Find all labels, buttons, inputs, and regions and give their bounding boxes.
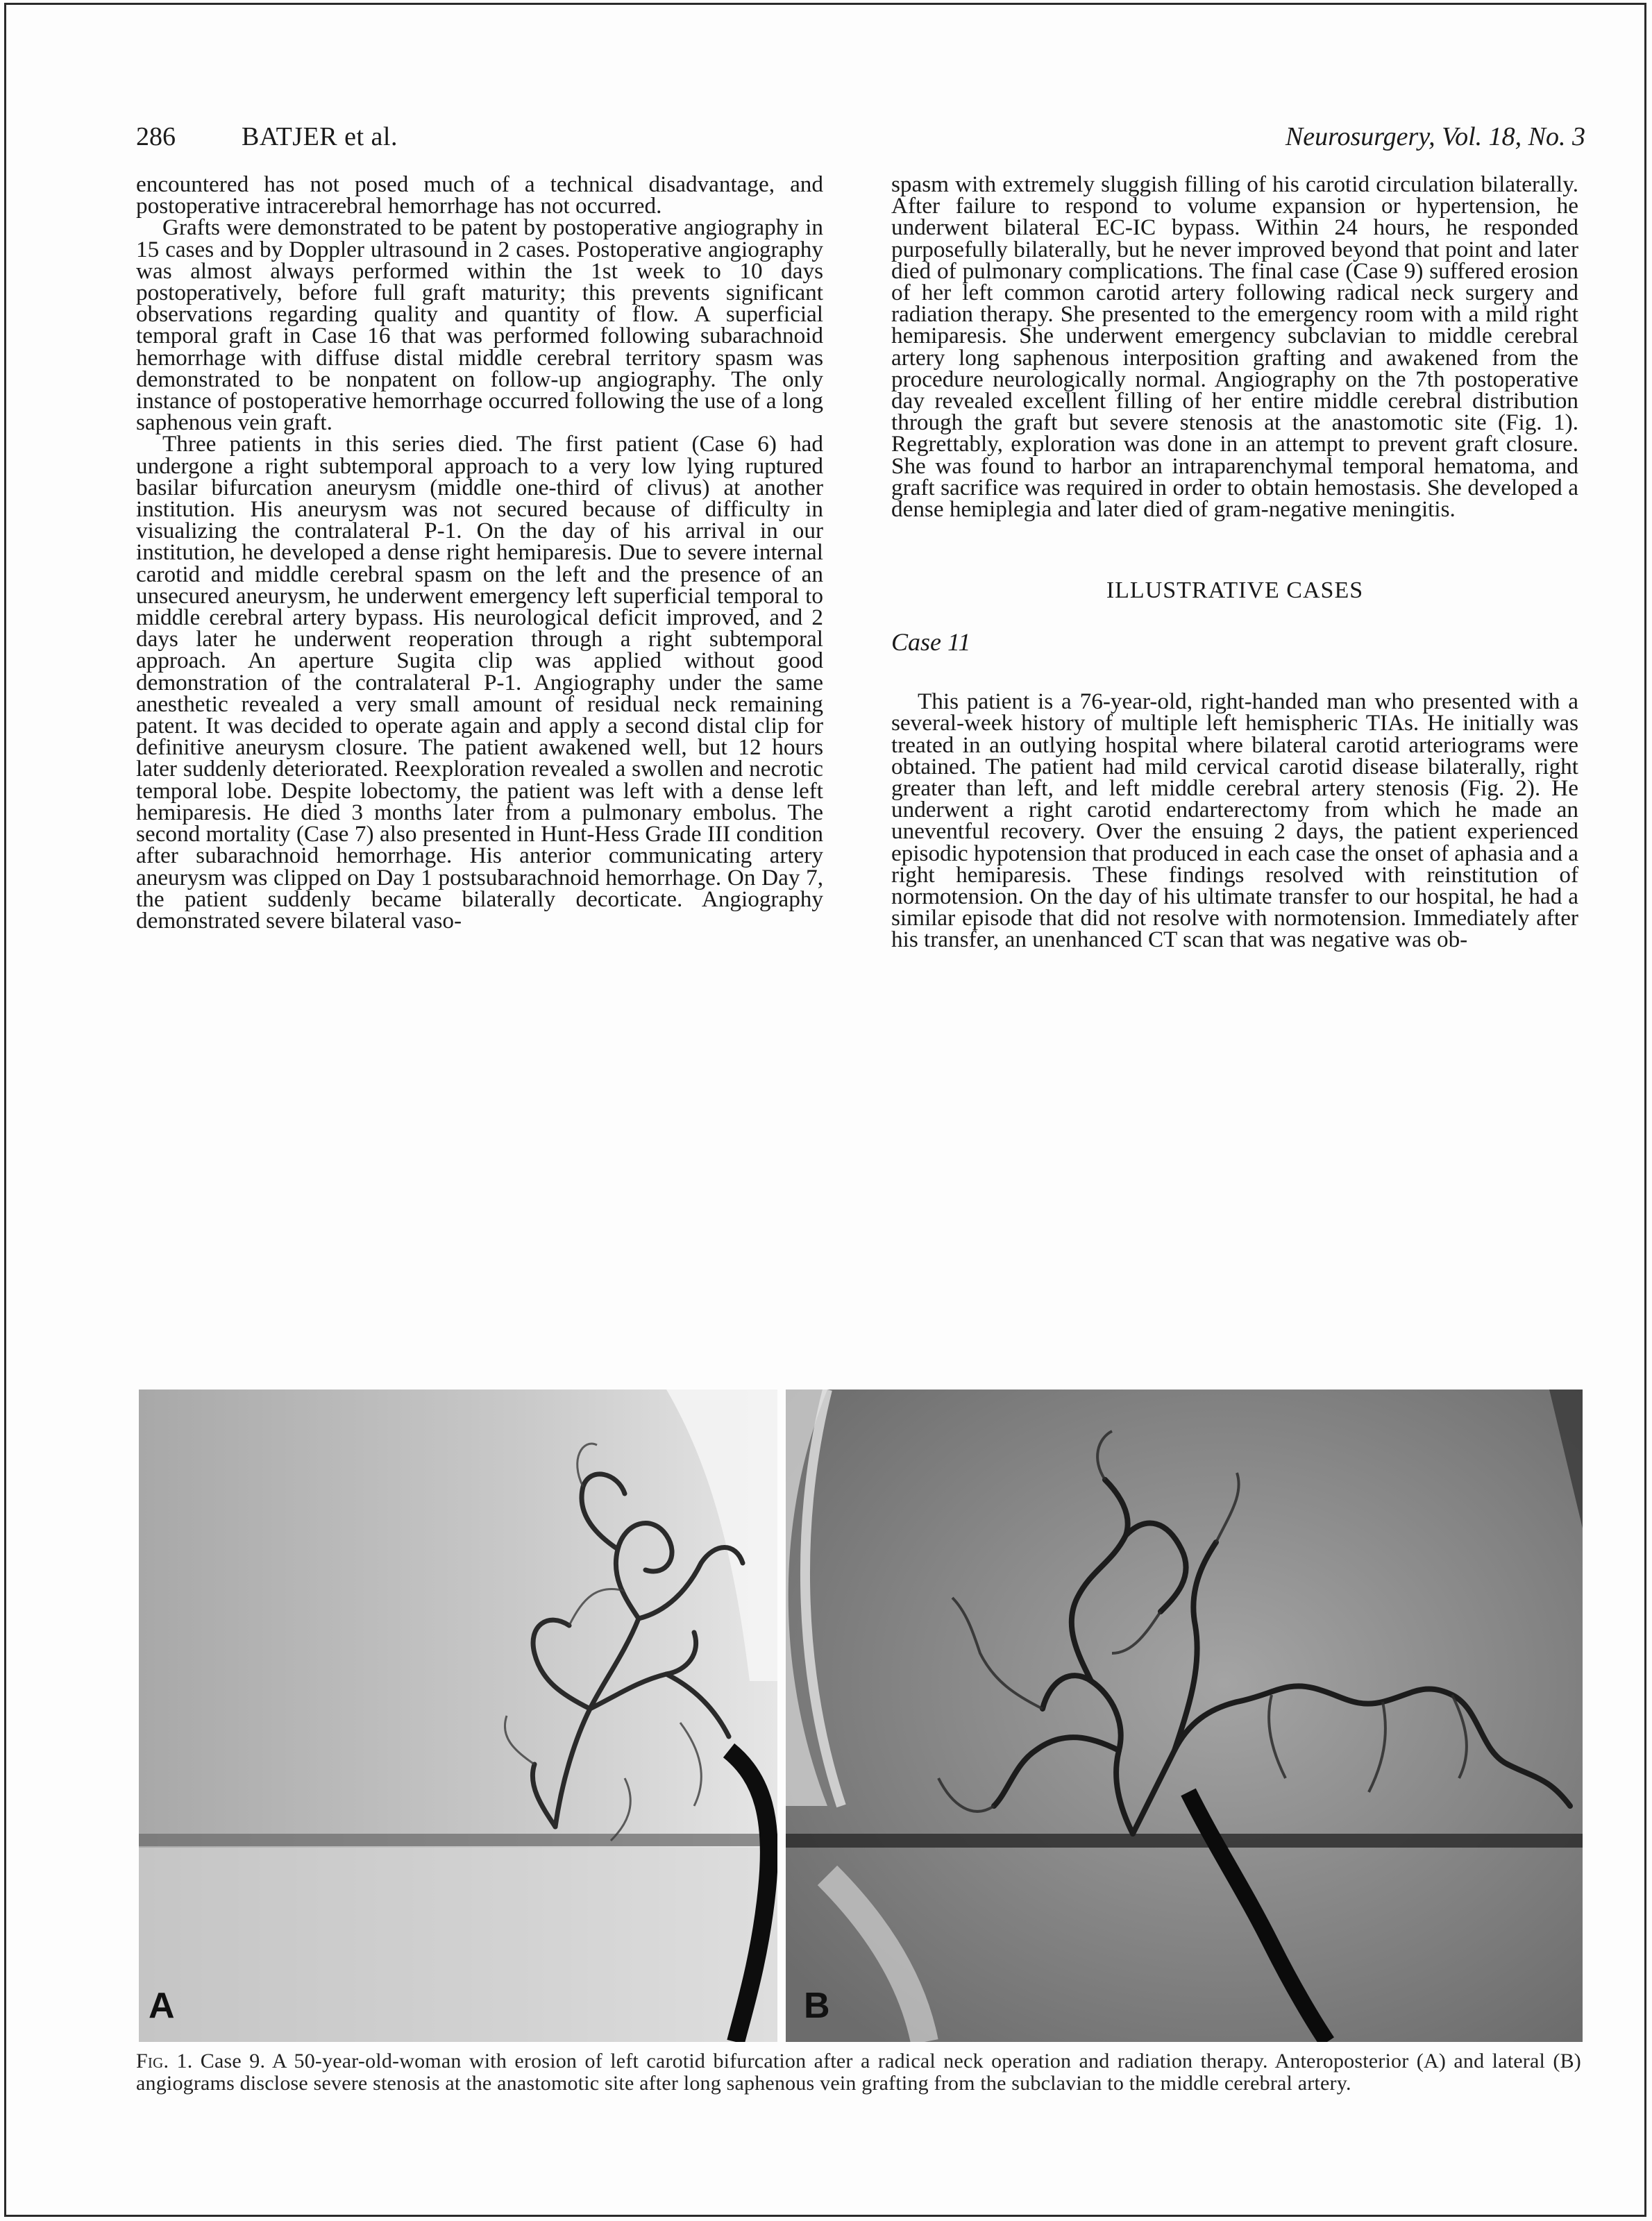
paragraph: Grafts were demonstrated to be patent by postoperative angiography in 15 cases and by Doppler ultrasound in 2 cases. Postoperative angiography was almost always performed within the 1st week to 10 days postoperatively, before full graft maturity; this prevents significant observations regarding quality and quantity of flow. A superficial temporal graft in Case 16 that was performed following subarachnoid hemorrhage with diffuse distal middle cerebral territory spasm was demonstrated to be nonpatent on follow-up angiography. The only instance of postoperative hemorrhage occurred following the use of a long saphenous vein graft. [136, 214, 823, 436]
section-heading: ILLUSTRATIVE CASES [1106, 577, 1364, 604]
panel-label-b: B [804, 1986, 830, 2026]
figure-caption [136, 2050, 1581, 2095]
paragraph: Three patients in this series died. The first patient (Case 6) had undergone a right subtemporal approach to a very low lying ruptured basilar bifurcation aneurysm (middle one-third of clivus) at another institution. His aneurysm was not secured because of difficulty in visualizing the contralateral P-1. On the day of his arrival in our institution, he developed a dense right hemiparesis. Due to severe internal carotid and middle cerebral spasm on the left and the presence of an unsecured aneurysm, he underwent emergency left superficial temporal to middle cerebral artery bypass. His neurological deficit improved, and 2 days later he underwent reoperation through a right subtemporal approach. An aperture Sugita clip was applied without good demonstration of the contralateral P-1. Angiography under the same anesthetic revealed a very small amount of residual neck remaining patent. It was decided to operate again and apply a second distal clip for definitive aneurysm closure. The patient awakened well, but 12 hours later suddenly deteriorated. Reexploration revealed a swollen and necrotic temporal lobe. Despite lobectomy, the patient was left with a dense left hemiparesis. He died 3 months later from a pulmonary embolus. The second mortality (Case 7) also presented in Hunt-Hess Grade III condition after subarachnoid hemorrhage. His anterior communicating artery aneurysm was clipped on Day 1 postsubarachnoid hemorrhage. On Day 7, the patient suddenly became bilaterally decorticate. Angiography demonstrated severe bilateral vaso- [136, 431, 823, 934]
right-column [891, 171, 1578, 953]
angiogram-b-image [786, 1390, 1583, 2042]
case-subheading: Case 11 [891, 628, 971, 657]
angiogram-panel-a [139, 1390, 777, 2042]
paragraph: encountered has not posed much of a technical disadvantage, and postoperative intracerebral hemorrhage has not occurred. [136, 171, 823, 219]
figure-1 [139, 1390, 1583, 2042]
angiogram-panel-b [786, 1390, 1583, 2042]
paragraph: spasm with extremely sluggish filling of his carotid circulation bilaterally. After failure to respond to volume expansion or hypertension, he underwent bilateral EC-IC bypass. Within 24 hours, he responded purposefully bilaterally, but he never improved beyond that point and later died of pulmonary complications. The final case (Case 9) suffered erosion of her left common carotid artery following radical neck surgery and radiation therapy. She presented to the emergency room with a mild right hemiparesis. She underwent emergency subclavian to middle cerebral artery long saphenous interposition grafting and awakened from the procedure neurologically normal. Angiography on the 7th postoperative day revealed excellent filling of her entire middle cerebral distribution through the graft but severe stenosis at the anastomotic site (Fig. 1). Regrettably, exploration was done in an attempt to prevent graft closure. She was found to harbor an intraparenchymal temporal hematoma, and graft sacrifice was required in order to obtain hemostasis. She developed a dense hemiplegia and later died of gram-negative meningitis. [891, 171, 1578, 523]
running-head [136, 119, 1585, 154]
left-column [136, 171, 823, 934]
figure-caption-text: Case 9. A 50-year-old-woman with erosion of left carotid bifurcation after a radical neck operation and radiation therapy. Anteroposterior (A) and lateral (B) angiograms disclose severe stenosis at the anastomotic site after long saphenous vein grafting from the subclavian to the middle cerebral artery. [136, 2050, 1581, 2095]
figure-caption-label: Fig. 1. [136, 2050, 193, 2072]
running-head-journal: Neurosurgery, Vol. 18, No. 3 [1285, 122, 1585, 151]
panel-label-a: A [149, 1986, 175, 2026]
angiogram-a-image [139, 1390, 777, 2042]
paragraph: This patient is a 76-year-old, right-handed man who presented with a several-week history of multiple left hemispheric TIAs. He initially was treated in an outlying hospital where bilateral carotid arteriograms were obtained. The patient had mild cervical carotid disease bilaterally, right greater than left, and left middle cerebral artery stenosis (Fig. 2). He underwent a right carotid endarterectomy from which he made an uneventful recovery. Over the ensuing 2 days, the patient experienced episodic hypotension that produced in each case the onset of aphasia and a right hemiparesis. These findings resolved with reinstitution of normotension. On the day of his ultimate transfer to our hospital, he had a similar episode that did not resolve with normotension. Immediately after his transfer, an unenhanced CT scan that was negative was ob- [891, 689, 1578, 953]
running-head-author: BATJER et al. [242, 122, 398, 151]
page-number: 286 [136, 122, 176, 151]
